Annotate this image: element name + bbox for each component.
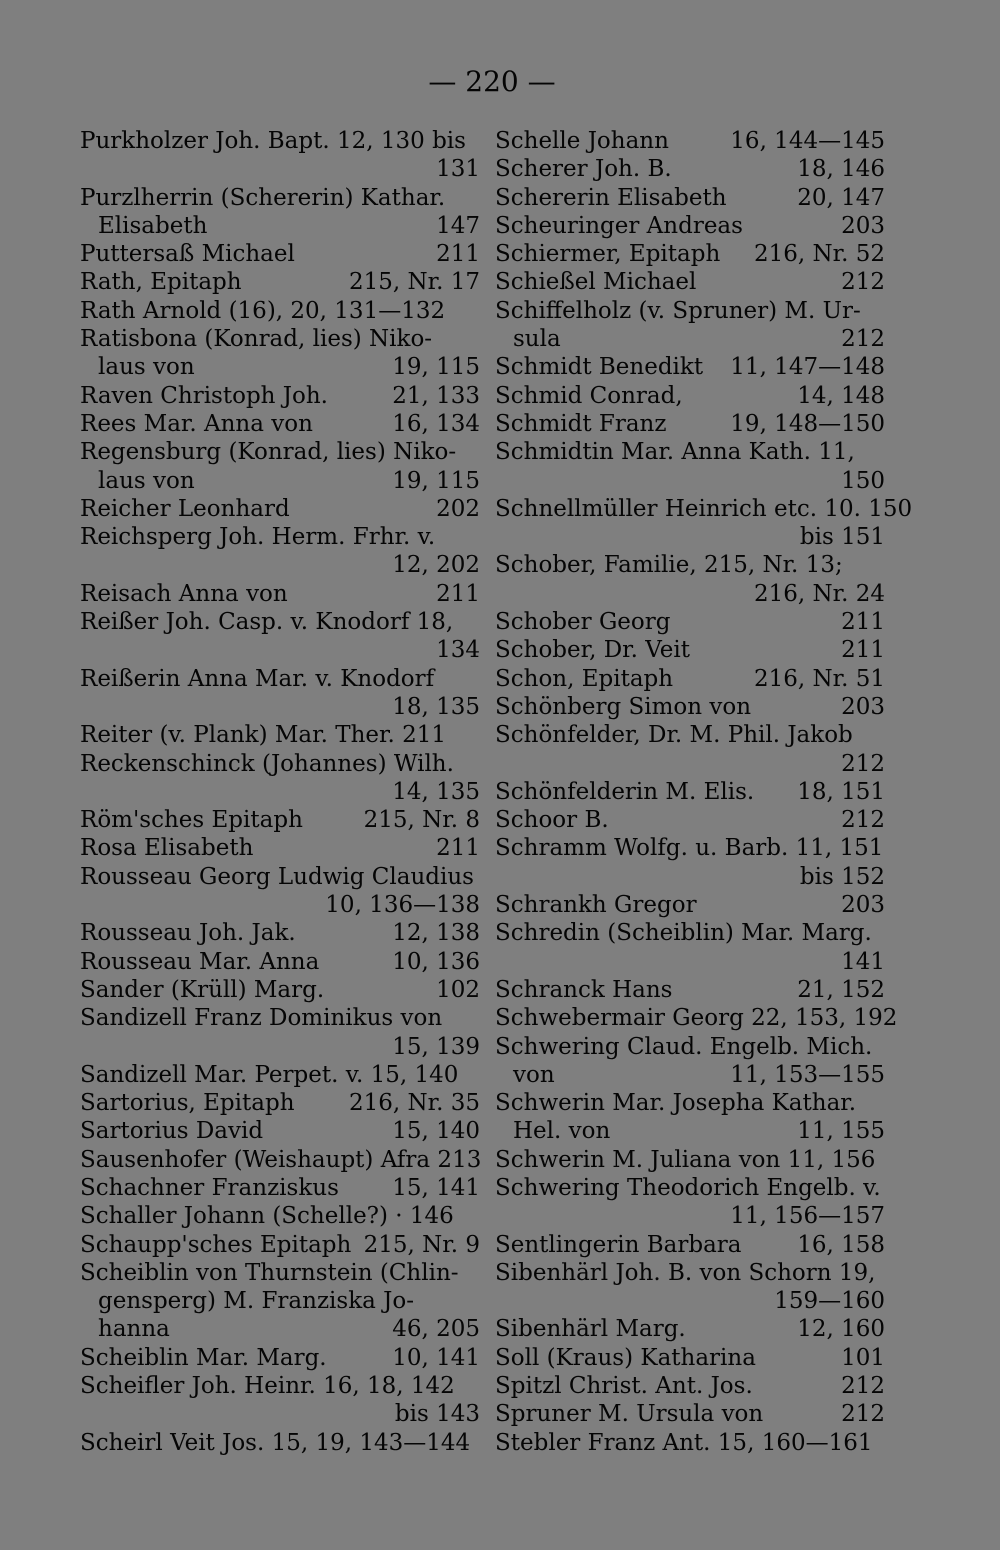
- index-line: [80, 863, 480, 891]
- index-line: [495, 1372, 885, 1400]
- entry-page-ref: 18, 146: [797, 156, 885, 183]
- entry-page-ref: 211: [436, 835, 480, 862]
- index-line: [80, 240, 480, 268]
- entry-continuation: 216, Nr. 24: [753, 580, 885, 607]
- index-line: [495, 1231, 885, 1259]
- index-line: [495, 410, 885, 438]
- index-line: [80, 580, 480, 608]
- entry-text: laus von: [98, 354, 195, 381]
- index-line: [495, 184, 885, 212]
- entry-text: Schaller Johann (Schelle?) · 146: [80, 1203, 454, 1230]
- entry-text: Schwerin M. Juliana von 11, 156: [495, 1146, 876, 1173]
- entry-text: Puttersaß Michael: [80, 241, 295, 268]
- entry-continuation: 12, 202: [392, 552, 480, 579]
- entry-text: Raven Christoph Joh.: [80, 382, 328, 409]
- entry-text: Schredin (Scheiblin) Mar. Marg.: [495, 920, 872, 947]
- entry-page-ref: 11, 155: [797, 1118, 885, 1145]
- entry-text: Rath Arnold (16), 20, 131—132: [80, 297, 446, 324]
- entry-page-ref: 102: [436, 976, 480, 1003]
- index-line: [495, 1400, 885, 1428]
- entry-text: Schoor B.: [495, 807, 609, 834]
- entry-page-ref: 211: [436, 580, 480, 607]
- index-line: [495, 495, 913, 523]
- entry-page-ref: 211: [841, 637, 885, 664]
- index-line: [80, 1429, 480, 1457]
- index-line: [495, 1033, 885, 1061]
- index-line: [495, 948, 885, 976]
- entry-continuation: 10, 136—138: [325, 892, 480, 919]
- entry-continuation: 150: [841, 467, 885, 494]
- entry-page-ref: 16, 144—145: [730, 128, 885, 154]
- entry-text: Schwerin Mar. Josepha Kathar.: [495, 1090, 857, 1117]
- index-line: [80, 212, 480, 240]
- index-line: [80, 919, 480, 947]
- entry-text: Schachner Franziskus: [80, 1174, 339, 1201]
- index-line: [495, 1174, 885, 1202]
- index-line: [80, 1004, 480, 1032]
- entry-text: Reiter (v. Plank) Mar. Ther. 211: [80, 722, 446, 749]
- index-line: [495, 1146, 885, 1174]
- entry-text: Schon, Epitaph: [495, 665, 674, 692]
- index-line: [80, 721, 480, 749]
- entry-page-ref: 212: [841, 807, 885, 834]
- entry-text: Sander (Krüll) Marg.: [80, 976, 325, 1003]
- entry-text: Sentlingerin Barbara: [495, 1231, 742, 1258]
- index-line: [495, 1259, 885, 1287]
- index-line: [80, 1033, 480, 1061]
- index-line: [495, 721, 885, 749]
- entry-page-ref: 203: [841, 212, 885, 239]
- entry-text: Elisabeth: [98, 212, 208, 239]
- entry-text: Schönberg Simon von: [495, 693, 752, 720]
- index-line: [495, 693, 885, 721]
- entry-text: Scheiblin Mar. Marg.: [80, 1344, 327, 1371]
- entry-text: Stebler Franz Ant. 15, 160—161: [495, 1429, 873, 1456]
- index-line: [80, 948, 480, 976]
- index-line: [80, 410, 480, 438]
- index-line: [495, 750, 885, 778]
- entry-text: Sibenhärl Marg.: [495, 1316, 686, 1343]
- index-line: [495, 155, 885, 183]
- entry-continuation: 212: [841, 750, 885, 777]
- entry-text: Sartorius David: [80, 1118, 264, 1145]
- entry-page-ref: 216, Nr. 51: [753, 665, 885, 692]
- index-line: [495, 976, 885, 1004]
- index-line: [80, 834, 480, 862]
- entry-text: Rath, Epitaph: [80, 269, 242, 296]
- index-line: [495, 919, 885, 947]
- entry-text: Reicher Leonhard: [80, 495, 290, 522]
- entry-text: Reißerin Anna Mar. v. Knodorf: [80, 665, 435, 692]
- entry-text: Sausenhofer (Weishaupt) Afra 213: [80, 1146, 482, 1173]
- entry-continuation: bis 143: [394, 1401, 480, 1428]
- entry-text: Spitzl Christ. Ant. Jos.: [495, 1373, 753, 1400]
- index-line: [80, 325, 480, 353]
- entry-text: Schwering Claud. Engelb. Mich.: [495, 1033, 873, 1060]
- index-line: [80, 382, 480, 410]
- index-line: [80, 523, 480, 551]
- entry-page-ref: 16, 158: [797, 1231, 885, 1258]
- entry-page-ref: 212: [841, 1373, 885, 1400]
- entry-text: Sartorius, Epitaph: [80, 1090, 295, 1117]
- entry-text: Schießel Michael: [495, 269, 697, 296]
- entry-continuation: 14, 135: [392, 778, 480, 805]
- entry-text: Rosa Elisabeth: [80, 835, 254, 862]
- entry-text: von: [513, 1061, 555, 1088]
- entry-page-ref: 212: [841, 269, 885, 296]
- entry-text: Soll (Kraus) Katharina: [495, 1344, 756, 1371]
- entry-page-ref: 203: [841, 892, 885, 919]
- entry-page-ref: 12, 160: [797, 1316, 885, 1343]
- index-line: [80, 750, 480, 778]
- entry-page-ref: 215, Nr. 9: [363, 1231, 480, 1258]
- entry-text: Purzlherrin (Schererin) Kathar.: [80, 184, 446, 211]
- entry-page-ref: 11, 153—155: [730, 1061, 885, 1088]
- entry-text: Röm'sches Epitaph: [80, 807, 303, 834]
- index-line: [80, 891, 480, 919]
- entry-text: Schrankh Gregor: [495, 892, 697, 919]
- index-line: [495, 636, 885, 664]
- index-line: [495, 523, 885, 551]
- index-line: [80, 155, 480, 183]
- entry-continuation: bis 151: [799, 524, 885, 551]
- entry-text: Purkholzer Joh. Bapt. 12, 130 bis: [80, 128, 466, 154]
- index-line: [80, 438, 480, 466]
- entry-text: Reichsperg Joh. Herm. Frhr. v.: [80, 524, 436, 551]
- index-line: [495, 297, 885, 325]
- index-line: [495, 1089, 885, 1117]
- index-line: [80, 665, 480, 693]
- index-line: [495, 240, 885, 268]
- index-line: [80, 693, 480, 721]
- index-line: [495, 1202, 885, 1230]
- entry-page-ref: 212: [841, 1401, 885, 1428]
- entry-text: Rees Mar. Anna von: [80, 410, 313, 437]
- index-line: [80, 297, 480, 325]
- entry-page-ref: 11, 147—148: [730, 354, 885, 381]
- entry-text: sula: [513, 326, 561, 353]
- entry-text: Reckenschinck (Johannes) Wilh.: [80, 750, 454, 777]
- entry-text: Reißer Joh. Casp. v. Knodorf 18,: [80, 609, 454, 636]
- index-line: [80, 1259, 480, 1287]
- index-line: [80, 268, 480, 296]
- page-number: — 220 —: [428, 65, 556, 98]
- index-line: [80, 1400, 480, 1428]
- index-line: [495, 1315, 885, 1343]
- index-line: [495, 1429, 885, 1457]
- index-line: [495, 806, 885, 834]
- entry-text: Schranck Hans: [495, 976, 673, 1003]
- index-line: [80, 1202, 480, 1230]
- entry-text: Sandizell Mar. Perpet. v. 15, 140: [80, 1061, 459, 1088]
- index-line: [80, 1089, 480, 1117]
- entry-text: Schelle Johann: [495, 128, 669, 154]
- entry-text: Regensburg (Konrad, lies) Niko-: [80, 439, 457, 466]
- entry-text: Reisach Anna von: [80, 580, 288, 607]
- entry-page-ref: 19, 115: [392, 467, 480, 494]
- entry-text: Schober Georg: [495, 609, 671, 636]
- entry-text: laus von: [98, 467, 195, 494]
- index-line: [80, 1315, 480, 1343]
- entry-text: Schiffelholz (v. Spruner) M. Ur-: [495, 297, 861, 324]
- entry-text: Scheirl Veit Jos. 15, 19, 143—144: [80, 1429, 471, 1456]
- index-line: [495, 580, 885, 608]
- entry-page-ref: 216, Nr. 35: [348, 1090, 480, 1117]
- entry-text: Sandizell Franz Dominikus von: [80, 1005, 443, 1032]
- entry-page-ref: 18, 151: [797, 778, 885, 805]
- index-line: [495, 1344, 885, 1372]
- index-line: [80, 353, 480, 381]
- index-line: [495, 1004, 898, 1032]
- entry-page-ref: 215, Nr. 17: [348, 269, 480, 296]
- index-line: [495, 834, 885, 862]
- entry-text: Schönfelderin M. Elis.: [495, 778, 755, 805]
- index-line: [495, 353, 885, 381]
- entry-page-ref: 211: [436, 241, 480, 268]
- entry-text: Schober, Familie, 215, Nr. 13;: [495, 552, 843, 579]
- index-line: [80, 976, 480, 1004]
- entry-page-ref: 21, 152: [797, 976, 885, 1003]
- entry-page-ref: 202: [436, 495, 480, 522]
- entry-page-ref: 46, 205: [392, 1316, 480, 1343]
- entry-page-ref: 211: [841, 609, 885, 636]
- entry-text: Scheuringer Andreas: [495, 212, 743, 239]
- entry-text: hanna: [98, 1316, 170, 1343]
- entry-text: Schmidt Benedikt: [495, 354, 704, 381]
- entry-text: Schönfelder, Dr. M. Phil. Jakob: [495, 722, 853, 749]
- entry-text: Schmid Conrad,: [495, 382, 683, 409]
- index-line: [80, 1146, 480, 1174]
- index-line: [80, 495, 480, 523]
- entry-page-ref: 10, 141: [392, 1344, 480, 1371]
- entry-page-ref: 16, 134: [392, 410, 480, 437]
- entry-text: Scheifler Joh. Heinr. 16, 18, 142: [80, 1373, 455, 1400]
- entry-text: Spruner M. Ursula von: [495, 1401, 764, 1428]
- index-column-right: [495, 127, 913, 1457]
- entry-text: gensperg) M. Franziska Jo-: [98, 1288, 415, 1315]
- index-line: [80, 184, 480, 212]
- entry-page-ref: 212: [841, 326, 885, 353]
- entry-page-ref: 101: [841, 1344, 885, 1371]
- entry-text: Schiermer, Epitaph: [495, 241, 721, 268]
- entry-text: Schmidtin Mar. Anna Kath. 11,: [495, 439, 855, 466]
- index-line: [495, 438, 885, 466]
- index-line: [495, 551, 885, 579]
- entry-text: Schwebermair Georg 22, 153, 192: [495, 1005, 898, 1032]
- entry-text: Ratisbona (Konrad, lies) Niko-: [80, 326, 433, 353]
- entry-text: Sibenhärl Joh. B. von Schorn 19,: [495, 1259, 876, 1286]
- index-line: [495, 891, 885, 919]
- index-line: [80, 1344, 480, 1372]
- entry-page-ref: 14, 148: [797, 382, 885, 409]
- entry-continuation: bis 152: [799, 863, 885, 890]
- entry-text: Schmidt Franz: [495, 410, 667, 437]
- index-line: [495, 1061, 885, 1089]
- index-line: [495, 325, 885, 353]
- index-line: [495, 608, 885, 636]
- entry-text: Rousseau Mar. Anna: [80, 948, 320, 975]
- entry-text: Scheiblin von Thurnstein (Chlin-: [80, 1259, 459, 1286]
- index-line: [495, 212, 885, 240]
- index-line: [80, 806, 480, 834]
- index-line: [495, 863, 885, 891]
- index-line: [495, 1117, 885, 1145]
- entry-text: Schwering Theodorich Engelb. v.: [495, 1174, 881, 1201]
- entry-page-ref: 15, 141: [392, 1174, 480, 1201]
- entry-continuation: 134: [436, 637, 480, 664]
- entry-page-ref: 10, 136: [392, 948, 480, 975]
- entry-text: Scherer Joh. B.: [495, 156, 672, 183]
- entry-text: Rousseau Joh. Jak.: [80, 920, 296, 947]
- entry-page-ref: 216, Nr. 52: [753, 241, 885, 268]
- entry-continuation: 141: [841, 948, 885, 975]
- entry-page-ref: 20, 147: [797, 184, 885, 211]
- entry-page-ref: 19, 115: [392, 354, 480, 381]
- index-line: [495, 665, 885, 693]
- entry-text: Schnellmüller Heinrich etc. 10. 150: [495, 495, 913, 522]
- entry-page-ref: 147: [436, 212, 480, 239]
- entry-page-ref: 21, 133: [392, 382, 480, 409]
- entry-page-ref: 15, 140: [392, 1118, 480, 1145]
- entry-continuation: 15, 139: [392, 1033, 480, 1060]
- entry-text: Schober, Dr. Veit: [495, 637, 690, 664]
- index-line: [80, 127, 480, 155]
- index-line: [80, 778, 480, 806]
- index-line: [80, 636, 480, 664]
- entry-text: Hel. von: [513, 1118, 611, 1145]
- index-line: [80, 1061, 480, 1089]
- index-line: [80, 1287, 480, 1315]
- index-line: [495, 467, 885, 495]
- index-column-left: [80, 127, 480, 1457]
- entry-text: Rousseau Georg Ludwig Claudius: [80, 863, 474, 890]
- entry-text: Schramm Wolfg. u. Barb. 11, 151: [495, 835, 884, 862]
- index-line: [495, 382, 885, 410]
- index-line: [80, 608, 480, 636]
- entry-page-ref: 215, Nr. 8: [363, 807, 480, 834]
- index-line: [80, 467, 480, 495]
- index-line: [80, 1231, 480, 1259]
- entry-continuation: 11, 156—157: [730, 1203, 885, 1230]
- index-line: [495, 268, 885, 296]
- index-line: [80, 551, 480, 579]
- entry-text: Schaupp'sches Epitaph: [80, 1231, 352, 1258]
- entry-continuation: 159—160: [774, 1288, 885, 1315]
- index-line: [80, 1117, 480, 1145]
- entry-continuation: 131: [436, 156, 480, 183]
- index-line: [80, 1372, 480, 1400]
- index-line: [80, 1174, 480, 1202]
- index-line: [495, 127, 885, 155]
- entry-page-ref: 12, 138: [392, 920, 480, 947]
- entry-page-ref: 19, 148—150: [730, 410, 885, 437]
- entry-page-ref: 203: [841, 693, 885, 720]
- entry-continuation: 18, 135: [392, 693, 480, 720]
- entry-text: Schererin Elisabeth: [495, 184, 727, 211]
- index-line: [495, 1287, 885, 1315]
- index-line: [495, 778, 885, 806]
